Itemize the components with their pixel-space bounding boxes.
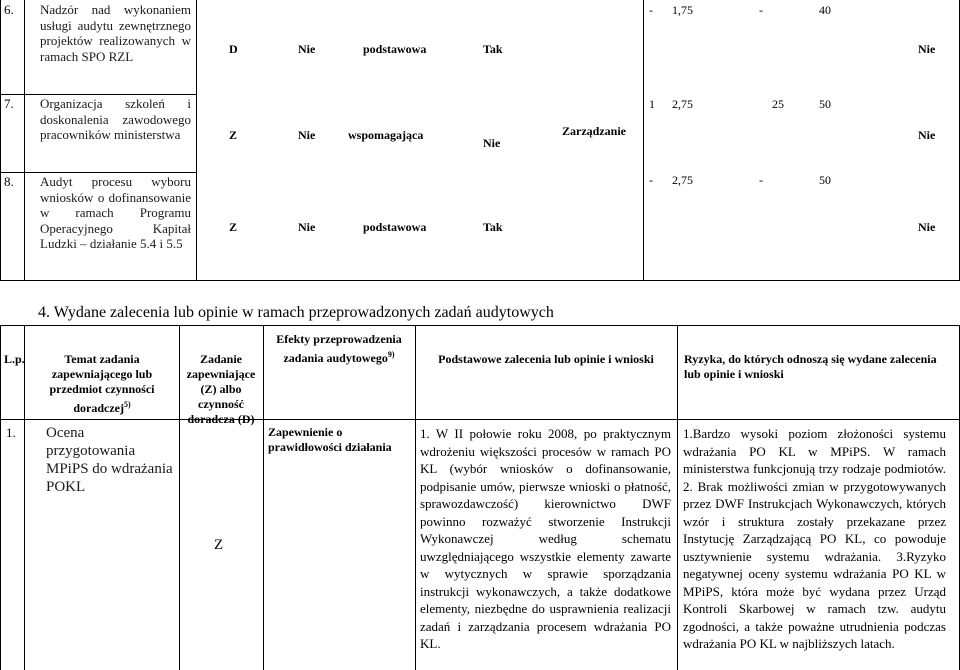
value-a: 1 [649, 97, 655, 111]
task-type: wspomagająca [348, 128, 424, 142]
task-name: Organizacja szkoleń i doskonalenia zawodowego pracowników ministerstwa [40, 96, 191, 142]
value-a: - [649, 173, 653, 187]
value-last: Nie [918, 220, 936, 234]
value-last: Nie [918, 128, 936, 142]
section-heading: 4. Wydane zalecenia lub opinie w ramach przeprowadzonych zadań audytowych [38, 304, 554, 321]
header-risks: Ryzyka, do których odnoszą się wydane zalecenia lub opinie i wnioski [684, 352, 937, 381]
value-c: - [759, 3, 763, 17]
external-flag: Nie [298, 220, 316, 234]
header-effects: Efekty przeprowadzenia zadania audytowego$^{9)}$ [276, 332, 402, 365]
value-b: 2,75 [672, 173, 693, 187]
row-effects: Zapewnienie o prawidłowości działania [268, 425, 392, 454]
task-code: Z [229, 220, 238, 234]
row-task-type: Z [214, 537, 224, 553]
value-d: 40 [819, 3, 831, 17]
row-topic: Ocena przygotowania MPiPS do wdrażania POKL [46, 425, 173, 495]
header-lp: L.p. [4, 352, 25, 366]
task-code: D [229, 42, 238, 56]
plan-flag: Tak [483, 220, 503, 234]
value-d: 50 [819, 173, 831, 187]
value-b: 2,75 [672, 97, 693, 111]
header-topic: Temat zadania zapewniającego lub przedmiot czynności doradczej$^{5)}$ [49, 352, 155, 415]
value-b: 1,75 [672, 3, 693, 17]
external-flag: Nie [298, 128, 316, 142]
row-recommendations: 1. W II połowie roku 2008, po praktycznym wdrożeniu większości procesów w ramach PO KL (wybór wniosków o dofinansowanie, podpisanie umów, pierwsze wnioski o płatność, sprawozdawczość) kierownictwo DWF powinno rozważyć stworzenie Instrukcji Wykonawczej według schematu uwzględniającego wszystkie elementy zawarte w wytycznych w sprawie sporządzania instrukcji wykonawczych, a także dodatkowe elementy, niezbędne do usprawnienia realizacji zadań i zarządzania procesem wdrażania PO KL. [420, 426, 671, 651]
task-name: Audyt procesu wyboru wniosków o dofinansowanie w ramach Programu Operacyjnego Kapitał Ludzki – działanie 5.4 i 5.5 [40, 174, 191, 251]
value-a: - [649, 3, 653, 17]
external-flag: Nie [298, 42, 316, 56]
value-last: Nie [918, 42, 936, 56]
header-task-type: Zadanie zapewniające (Z) albo czynność doradcza (D) [186, 352, 256, 426]
row-lp: 1. [6, 425, 16, 440]
row-number: 6. [4, 2, 14, 17]
header-recommendations: Podstawowe zalecenia lub opinie i wnioski [438, 352, 654, 366]
task-code: Z [229, 128, 238, 142]
task-type: podstawowa [363, 42, 427, 56]
value-c: 25 [772, 97, 784, 111]
row-number: 7. [4, 96, 14, 111]
area-label: Zarządzanie [562, 124, 626, 138]
row-risks: 1.Bardzo wysoki poziom złożoności systemu wdrażania PO KL w MPiPS. W ramach ministerstwa funkcjonują trzy rodzaje podmiotów. 2. Brak możliwości zmian w przygotowywanych przez DWF Instrukcjach Wykonawczych, których wzór i struktura zostały przekazane przez Instytucję Zarządzającą PO KL, co powoduje usztywnienie systemu wdrażania. 3.Ryzyko negatywnej oceny systemu wdrażania PO KL w MPiPS, która może być wydana przez Urząd Kontroli Skarbowej w ramach tzw. audytu zgodności, a także poważne utrudnienia podczas wdrażania PO KL w najbliższych latach. [683, 426, 946, 651]
task-type: podstawowa [363, 220, 427, 234]
value-d: 50 [819, 97, 831, 111]
task-name: Nadzór nad wykonaniem usługi audytu zewnętrznego projektów realizowanych w ramach SPO RZL [40, 2, 191, 64]
merged-flag: Nie [483, 136, 501, 150]
value-c: - [759, 173, 763, 187]
plan-flag: Tak [483, 42, 503, 56]
row-number: 8. [4, 174, 14, 189]
